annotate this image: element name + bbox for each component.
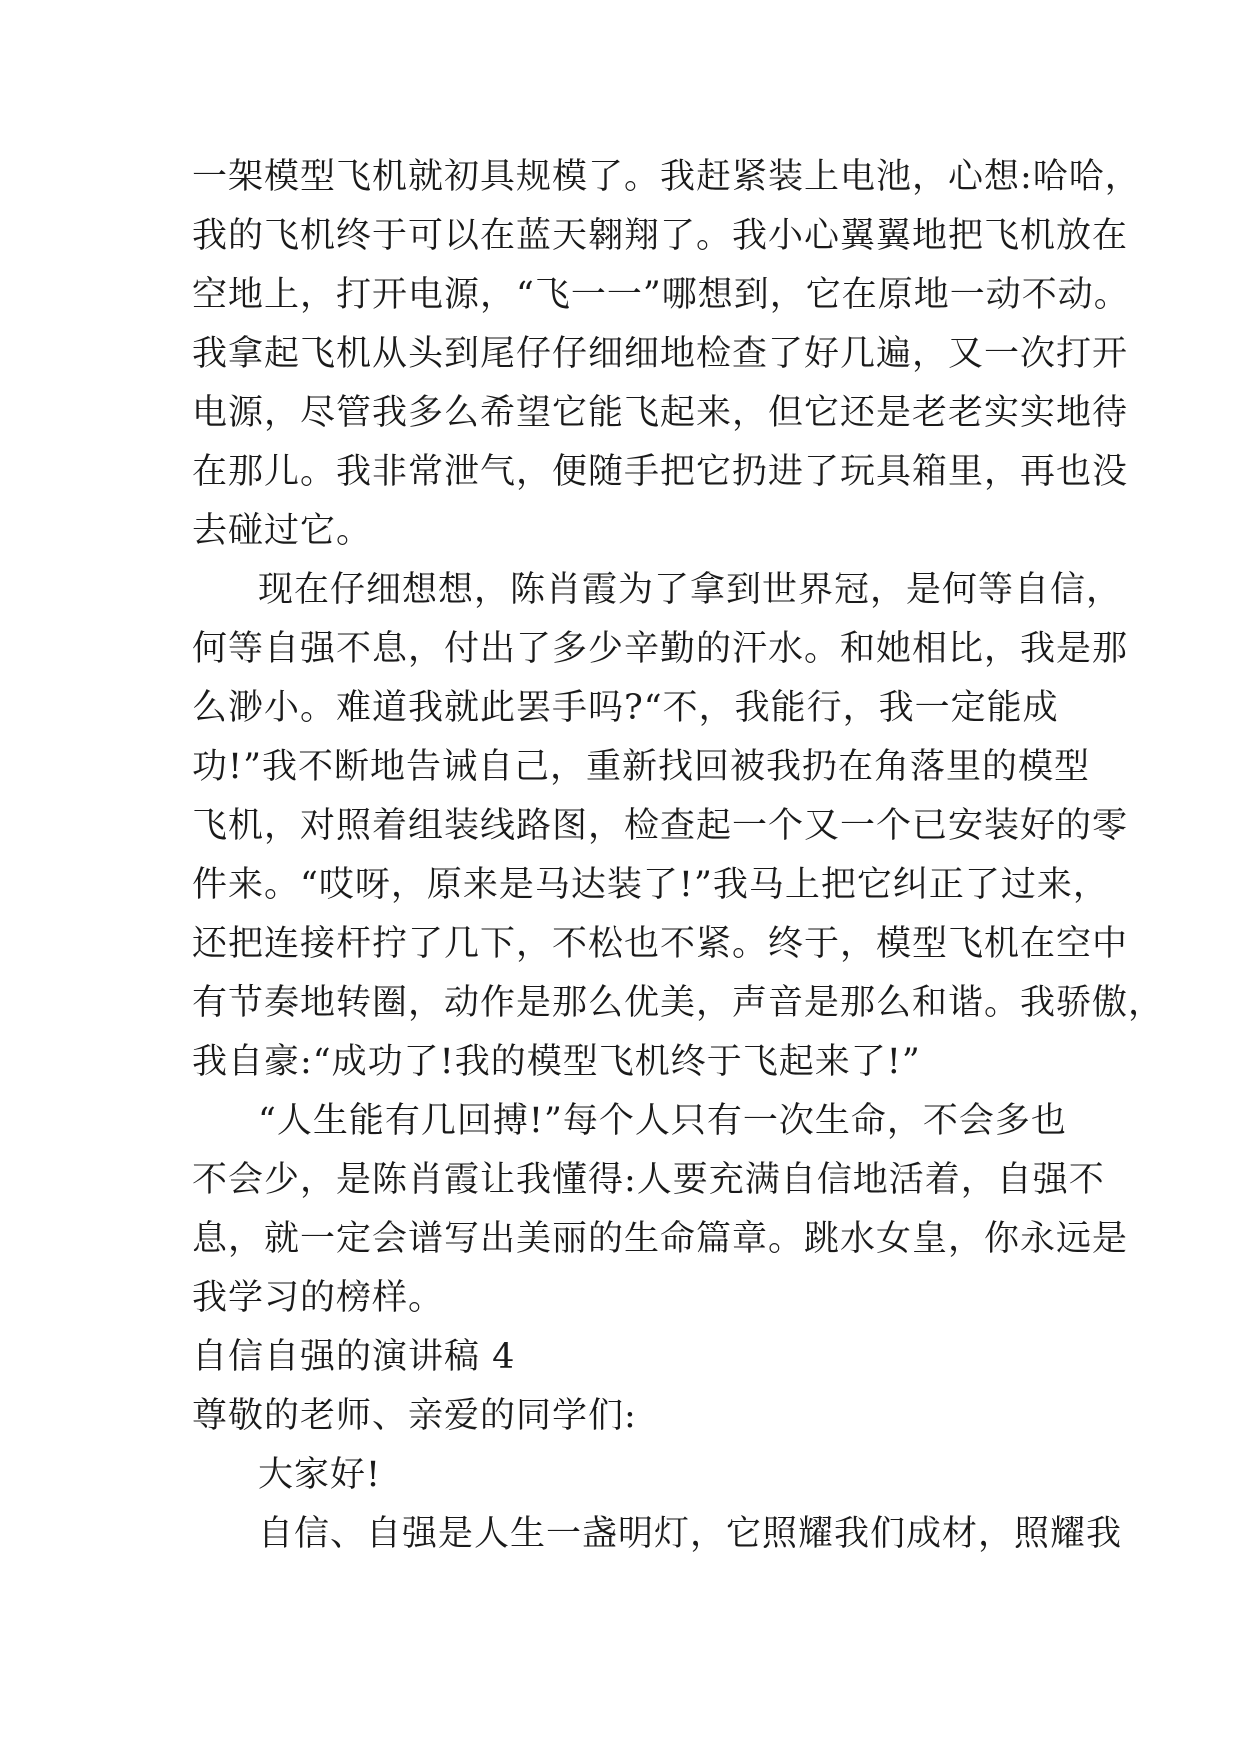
paragraph-start-line: 自信、自强是人生一盏明灯，它照耀我们成材，照耀我	[258, 1514, 1123, 1554]
text-line: 我的飞机终于可以在蓝天翱翔了。我小心翼翼地把飞机放在	[192, 216, 1129, 256]
text-line: 电源，尽管我多么希望它能飞起来，但它还是老老实实地待	[192, 393, 1129, 433]
text-line: 飞机，对照着组装线路图，检查起一个又一个已安装好的零	[192, 806, 1129, 846]
text-line: 我拿起飞机从头到尾仔仔细细地检查了好几遍，又一次打开	[192, 334, 1129, 374]
text-line: 一架模型飞机就初具规模了。我赶紧装上电池，心想:哈哈，	[192, 157, 1141, 197]
text-line: 在那儿。我非常泄气，便随手把它扔进了玩具箱里，再也没	[192, 452, 1129, 492]
document-body	[192, 148, 1165, 1564]
text-line: 不会少，是陈肖霞让我懂得:人要充满自信地活着，自强不	[192, 1160, 1105, 1200]
paragraph-start-line: 现在仔细想想，陈肖霞为了拿到世界冠，是何等自信，	[258, 570, 1123, 610]
paragraph-start-line: “人生能有几回搏!”每个人只有一次生命，不会多也	[258, 1101, 1067, 1141]
text-line: 我自豪:“成功了!我的模型飞机终于飞起来了!”	[192, 1042, 921, 1082]
text-line: 去碰过它。	[192, 511, 373, 551]
text-line: 何等自强不息，付出了多少辛勤的汗水。和她相比，我是那	[192, 629, 1129, 669]
text-line: 空地上，打开电源，“飞一一”哪想到，它在原地一动不动。	[192, 275, 1130, 315]
section-heading: 自信自强的演讲稿 4	[192, 1337, 516, 1377]
text-line: 么渺小。难道我就此罢手吗?“不，我能行，我一定能成	[192, 688, 1059, 728]
text-line: 有节奏地转圈，动作是那么优美，声音是那么和谐。我骄傲，	[192, 983, 1165, 1023]
greeting: 大家好!	[258, 1455, 382, 1495]
text-line: 功!”我不断地告诫自己，重新找回被我扔在角落里的模型	[192, 747, 1090, 787]
text-line: 还把连接杆拧了几下，不松也不紧。终于，模型飞机在空中	[192, 924, 1129, 964]
text-line: 我学习的榜样。	[192, 1278, 445, 1318]
text-line: 件来。“哎呀，原来是马达装了!”我马上把它纠正了过来，	[192, 865, 1109, 905]
salutation: 尊敬的老师、亲爱的同学们:	[192, 1396, 637, 1436]
text-line: 息，就一定会谱写出美丽的生命篇章。跳水女皇，你永远是	[192, 1219, 1129, 1259]
